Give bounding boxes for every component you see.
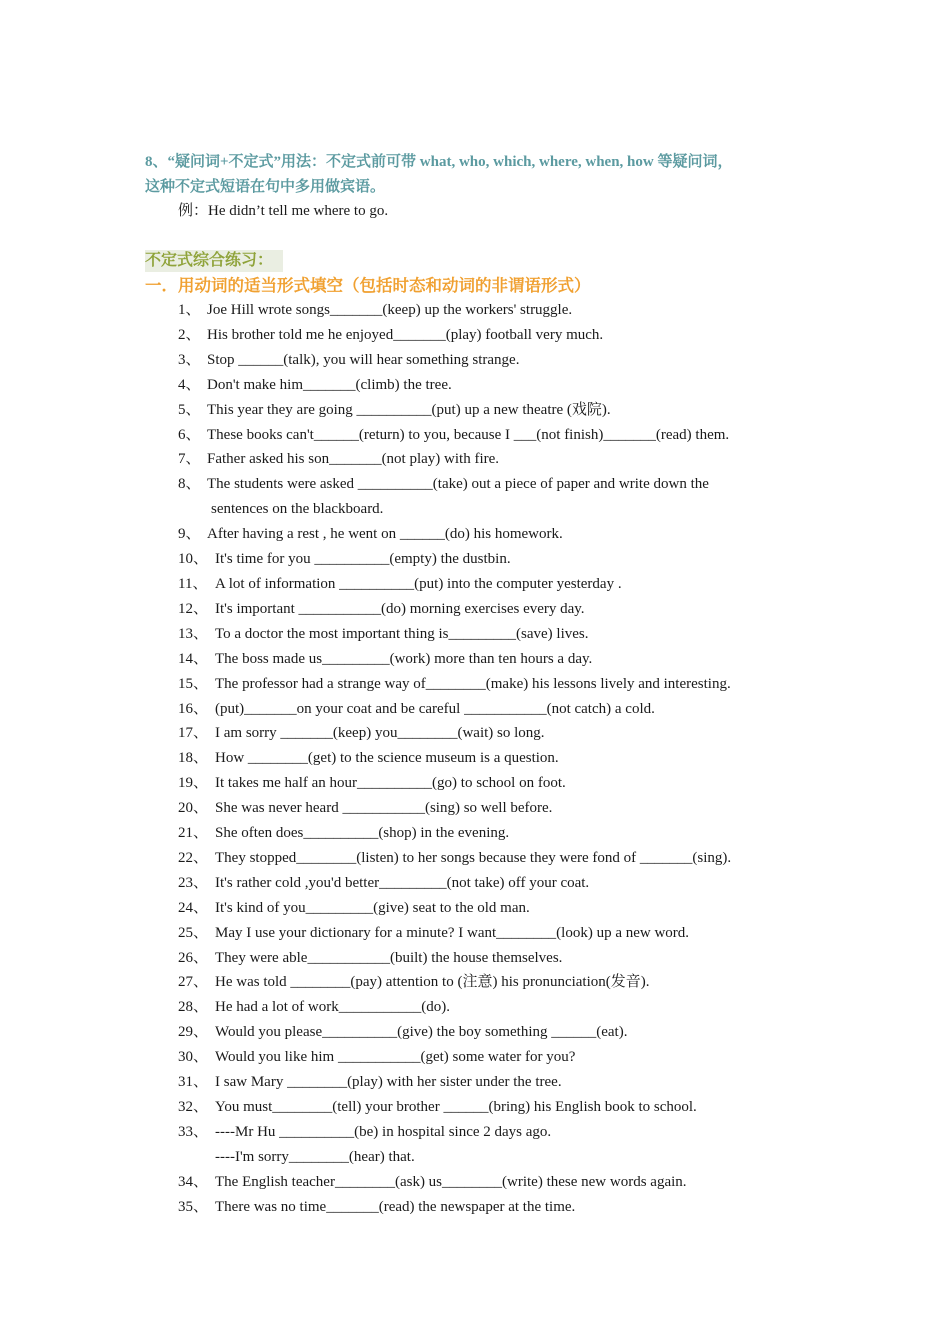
grammar-note bbox=[145, 150, 815, 200]
exercise-number: 34、 bbox=[178, 1173, 209, 1190]
exercise-number: 6、 bbox=[178, 426, 201, 443]
exercise-number: 3、 bbox=[178, 351, 201, 368]
exercise-item bbox=[178, 796, 818, 821]
exercise-number: 13、 bbox=[178, 625, 209, 642]
exercise-number: 22、 bbox=[178, 849, 209, 866]
exercise-number: 1、 bbox=[178, 302, 201, 318]
exercise-text: He was told ________(pay) attention to (注意) his pronunciation(发音). bbox=[215, 974, 650, 991]
exercise-number: 31、 bbox=[178, 1074, 209, 1091]
exercise-item bbox=[178, 373, 818, 398]
exercise-number: 8、 bbox=[178, 476, 201, 493]
exercise-text: I am sorry _______(keep) you________(wait) so long. bbox=[215, 725, 545, 742]
exercise-text: To a doctor the most important thing is_________(save) lives. bbox=[215, 625, 589, 642]
exercise-text: They were able___________(built) the house themselves. bbox=[215, 949, 563, 966]
exercise-continuation: ----I'm sorry________(hear) that. bbox=[215, 1148, 415, 1165]
exercise-text: These books can't______(return) to you, because I ___(not finish)_______(read) them. bbox=[207, 426, 730, 443]
exercise-item bbox=[178, 1170, 818, 1195]
exercise-number: 19、 bbox=[178, 775, 209, 792]
section-label: 不定式综合练习： bbox=[145, 250, 283, 272]
exercise-text: It's rather cold ,you'd better_________(not take) off your coat. bbox=[215, 874, 590, 891]
exercise-item bbox=[178, 970, 818, 995]
exercise-number: 30、 bbox=[178, 1049, 209, 1066]
exercise-item bbox=[178, 871, 818, 896]
exercise-text: It's time for you __________(empty) the dustbin. bbox=[215, 551, 511, 568]
exercise-item bbox=[178, 672, 818, 697]
exercise-item bbox=[178, 1095, 818, 1120]
exercise-text: A lot of information __________(put) into the computer yesterday . bbox=[215, 575, 622, 592]
exercise-item bbox=[178, 423, 818, 448]
exercise-text: Would you like him ___________(get) some water for you? bbox=[215, 1049, 576, 1066]
exercise-text: Don't make him_______(climb) the tree. bbox=[207, 376, 452, 393]
exercise-item bbox=[178, 348, 818, 373]
exercise-item bbox=[178, 846, 818, 871]
exercise-text: She often does__________(shop) in the evening. bbox=[215, 825, 510, 842]
exercise-text: It's kind of you_________(give) seat to the old man. bbox=[215, 899, 530, 916]
exercise-number: 29、 bbox=[178, 1024, 209, 1041]
exercise-item bbox=[178, 572, 818, 597]
section-heading: 一．用动词的适当形式填空（包括时态和动词的非谓语形式） bbox=[145, 276, 591, 295]
exercise-item bbox=[178, 771, 818, 796]
exercise-number: 18、 bbox=[178, 750, 209, 767]
exercise-item bbox=[178, 522, 818, 547]
exercise-text: This year they are going __________(put) up a new theatre (戏院). bbox=[207, 401, 611, 418]
exercise-text: You must________(tell) your brother ______(bring) his English book to school. bbox=[215, 1099, 697, 1115]
exercise-text: His brother told me he enjoyed_______(play) football very much. bbox=[207, 326, 604, 343]
exercise-number: 26、 bbox=[178, 949, 209, 966]
exercise-text: How ________(get) to the science museum is a question. bbox=[215, 750, 559, 767]
exercise-item bbox=[178, 398, 818, 423]
exercise-text: Father asked his son_______(not play) with fire. bbox=[207, 451, 500, 468]
exercise-item bbox=[178, 821, 818, 846]
note-line-2: 这种不定式短语在句中多用做宾语。 bbox=[145, 179, 386, 195]
exercise-text: It takes me half an hour__________(go) to school on foot. bbox=[215, 775, 566, 792]
exercise-number: 14、 bbox=[178, 650, 209, 667]
exercise-item bbox=[178, 472, 818, 497]
exercise-number: 5、 bbox=[178, 401, 201, 418]
exercise-number: 15、 bbox=[178, 675, 209, 692]
exercise-item bbox=[178, 995, 818, 1020]
exercise-item bbox=[178, 946, 818, 971]
exercise-text: (put)_______on your coat and be careful ___________(not catch) a cold. bbox=[215, 700, 655, 717]
exercise-number: 32、 bbox=[178, 1099, 209, 1115]
exercise-text: The students were asked __________(take) out a piece of paper and write down the bbox=[207, 476, 709, 493]
exercise-number: 21、 bbox=[178, 825, 209, 842]
exercise-text: Would you please__________(give) the boy something ______(eat). bbox=[215, 1024, 628, 1041]
exercise-number: 11、 bbox=[178, 575, 208, 592]
exercise-item bbox=[178, 622, 818, 647]
exercise-text: I saw Mary ________(play) with her sister under the tree. bbox=[215, 1074, 562, 1091]
exercise-item bbox=[178, 746, 818, 771]
exercise-text: The professor had a strange way of________(make) his lessons lively and interesting. bbox=[215, 675, 731, 692]
exercise-number: 28、 bbox=[178, 999, 209, 1016]
exercise-item bbox=[178, 697, 818, 722]
exercise-item bbox=[178, 1020, 818, 1045]
exercise-item bbox=[178, 447, 818, 472]
exercise-item bbox=[178, 647, 818, 672]
example-sentence: 例：He didn’t tell me where to go. bbox=[178, 203, 389, 219]
exercise-number: 35、 bbox=[178, 1198, 209, 1215]
exercise-number: 23、 bbox=[178, 874, 209, 891]
exercise-number: 27、 bbox=[178, 974, 209, 991]
exercise-continuation: sentences on the blackboard. bbox=[211, 501, 384, 518]
exercise-list bbox=[178, 298, 818, 1220]
exercise-text: It's important ___________(do) morning exercises every day. bbox=[215, 600, 585, 617]
exercise-text: The boss made us_________(work) more than ten hours a day. bbox=[215, 650, 593, 667]
exercise-text: The English teacher________(ask) us________(write) these new words again. bbox=[215, 1173, 687, 1190]
exercise-number: 9、 bbox=[178, 526, 201, 543]
exercise-number: 20、 bbox=[178, 800, 209, 817]
exercise-text: Joe Hill wrote songs_______(keep) up the workers' struggle. bbox=[207, 302, 573, 318]
exercise-number: 7、 bbox=[178, 451, 201, 468]
exercise-text: May I use your dictionary for a minute? I want________(look) up a new word. bbox=[215, 924, 690, 941]
exercise-number: 4、 bbox=[178, 376, 201, 393]
exercise-number: 25、 bbox=[178, 924, 209, 941]
exercise-number: 12、 bbox=[178, 600, 209, 617]
exercise-text: ----Mr Hu __________(be) in hospital since 2 days ago. bbox=[215, 1123, 552, 1140]
exercise-text: After having a rest , he went on ______(do) his homework. bbox=[207, 526, 563, 543]
exercise-text: He had a lot of work___________(do). bbox=[215, 999, 450, 1016]
exercise-number: 24、 bbox=[178, 899, 209, 916]
exercise-text: They stopped________(listen) to her songs because they were fond of _______(sing). bbox=[215, 849, 732, 866]
exercise-item bbox=[178, 721, 818, 746]
exercise-item bbox=[178, 1120, 818, 1145]
exercise-item bbox=[178, 298, 818, 323]
note-line-1: 8、“疑问词+不定式”用法：不定式前可带 what, who, which, where, when, how 等疑问词， bbox=[145, 154, 733, 170]
exercise-item bbox=[178, 597, 818, 622]
exercise-item bbox=[178, 1195, 818, 1220]
exercise-item bbox=[178, 896, 818, 921]
exercise-item bbox=[178, 1045, 818, 1070]
exercise-number: 10、 bbox=[178, 551, 209, 568]
exercise-number: 33、 bbox=[178, 1123, 209, 1140]
exercise-item bbox=[178, 921, 818, 946]
exercise-number: 17、 bbox=[178, 725, 209, 742]
exercise-number: 2、 bbox=[178, 326, 201, 343]
exercise-item bbox=[178, 323, 818, 348]
exercise-item bbox=[178, 547, 818, 572]
exercise-item bbox=[178, 1070, 818, 1095]
exercise-number: 16、 bbox=[178, 700, 209, 717]
exercise-text: Stop ______(talk), you will hear something strange. bbox=[207, 351, 520, 368]
exercise-text: There was no time_______(read) the newspaper at the time. bbox=[215, 1198, 576, 1215]
exercise-text: She was never heard ___________(sing) so well before. bbox=[215, 800, 553, 817]
